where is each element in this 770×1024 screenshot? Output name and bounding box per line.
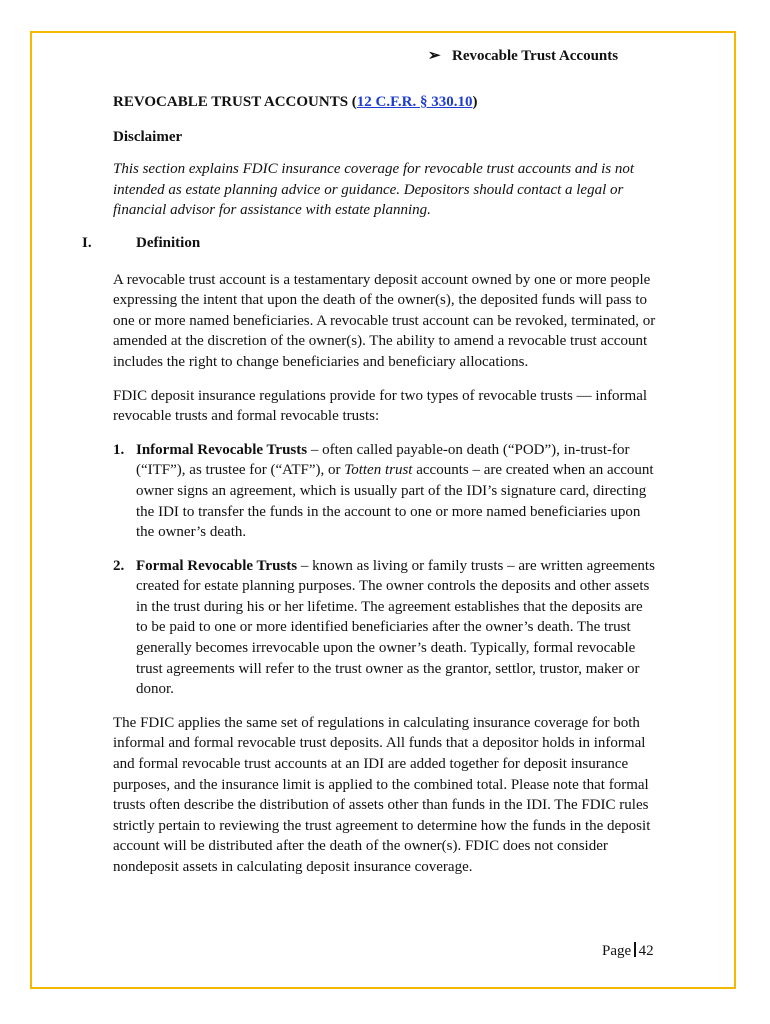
page-label: Page (602, 943, 632, 959)
section-numeral: I. (82, 234, 92, 251)
types-intro-paragraph: FDIC deposit insurance regulations provide for two types of revocable trusts — informal revocable trusts and formal revocable trusts: (113, 387, 648, 425)
page-number: 42 (638, 943, 654, 959)
page-content (82, 92, 658, 891)
closing-paragraph: The FDIC applies the same set of regulations in calculating insurance coverage for both informal and formal revocable trust deposits. All funds that a depositor holds in informal and formal revocable trust accounts at an IDI are added together for deposit insurance purposes, and the insurance limit is applied to the combined total. Please note that formal trusts often describe the distribution of assets other than funds in the IDI. The FDIC rules strictly pertain to reviewing the trust agreement to determine how the funds in the deposit account will be distributed after the death of the owner(s). FDIC does not consider nondeposit assets in calculating deposit insurance coverage. (113, 714, 651, 875)
list-number: 2. (113, 557, 125, 574)
cfr-citation-link[interactable]: 12 C.F.R. § 330.10 (356, 94, 473, 110)
definition-heading-text: Definition (136, 234, 201, 251)
running-header-title: Revocable Trust Accounts (452, 48, 619, 64)
disclaimer-heading: Disclaimer (113, 128, 183, 145)
page-footer (602, 941, 654, 961)
list-text: – often called payable-on death (“POD”), in-trust-for (“ITF”), as trustee for (“ATF”), or (136, 441, 630, 479)
section-title-text: REVOCABLE TRUST ACCOUNTS ( (113, 94, 357, 110)
section-title-close: ) (472, 94, 478, 110)
list-term: Informal Revocable Trusts (136, 441, 308, 458)
list-text: – known as living or family trusts – are written agreements created for estate planning purposes. The owner controls the deposits and other assets in the trust during his or her lifetime. The agreement establishes that the deposits are to be paid to one or more identified beneficiaries after the owner’s death. The trust generally becomes irrevocable upon the owner’s death. Typically, formal revocable trust agreements will refer to the trust owner as the grantor, settlor, trustor, maker or donor. (136, 557, 655, 698)
list-italic-term: Totten trust (344, 462, 413, 479)
disclaimer-text: This section explains FDIC insurance coverage for revocable trust accounts and is not intended as estate planning advice or guidance. Depositors should contact a legal or financial advisor for assistance with estate planning. (113, 161, 635, 219)
list-text-continued: accounts – are created when an account owner signs an agreement, which is usually part of the IDI’s signature card, directing the IDI to transfer the funds in the account to one or more named beneficiaries upon the owner’s death. (136, 462, 654, 541)
list-item-informal-trusts (113, 440, 658, 543)
list-item-formal-trusts (113, 556, 658, 700)
running-header (428, 46, 618, 66)
footer-separator (634, 942, 636, 957)
list-term: Formal Revocable Trusts (136, 557, 298, 574)
definition-heading (82, 233, 658, 254)
list-number: 1. (113, 441, 125, 458)
arrow-bullet-icon: ➢ (428, 48, 441, 64)
definition-paragraph: A revocable trust account is a testamentary deposit account owned by one or more people expressing the intent that upon the death of the owner(s), the deposited funds will pass to one or more named beneficiaries. A revocable trust account can be revoked, terminated, or amended at the discretion of the owner(s). The ability to amend a revocable trust account includes the right to change beneficiaries and beneficiary allocations. (113, 271, 656, 370)
section-title (113, 92, 658, 113)
